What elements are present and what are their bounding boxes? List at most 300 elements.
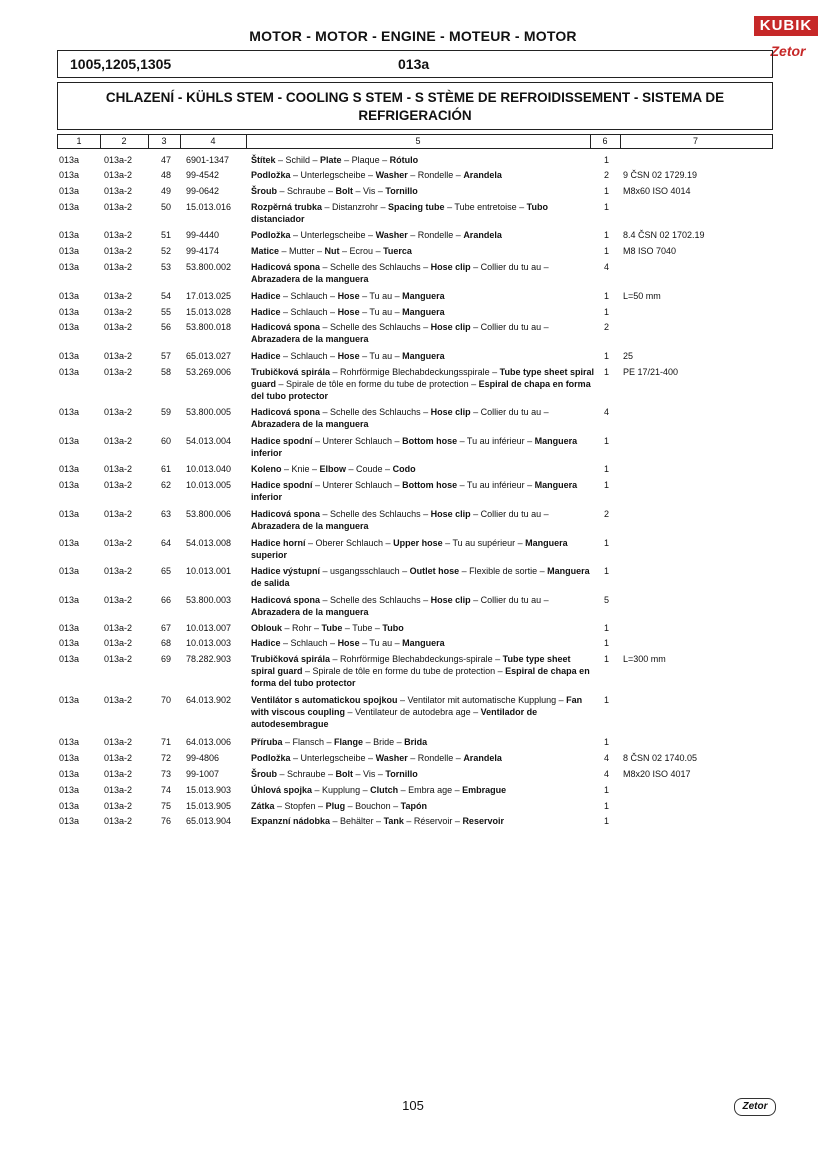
cell-position: 72 [161, 753, 172, 763]
cell-part-number: 53.800.006 [186, 509, 232, 519]
cell-quantity: 1 [604, 230, 610, 240]
description-text: – Stopfen – [274, 801, 326, 811]
description-term: Tuerca [383, 246, 412, 256]
description-text: – Flexible de sortie – [459, 566, 548, 576]
cell-note: 25 [623, 351, 634, 361]
description-text: – Schlauch – [280, 307, 338, 317]
description-term: Arandela [463, 753, 502, 763]
cell-description [251, 290, 596, 302]
description-text: – Tu au – [359, 351, 403, 361]
cell-part-number: 65.013.027 [186, 351, 232, 361]
cell-group: 013a [59, 753, 80, 763]
description-text: – Rondelle – [407, 170, 464, 180]
cell-subgroup: 013a-2 [104, 695, 133, 705]
description-term: Hadicová spona [251, 322, 321, 332]
cell-group: 013a [59, 695, 80, 705]
cell-note: 8 ČSN 02 1740.05 [623, 753, 698, 763]
description-term: Hadice spodní [251, 436, 313, 446]
description-term: Nut [324, 246, 340, 256]
description-term: Rozpěrná trubka [251, 202, 323, 212]
cell-part-number: 54.013.004 [186, 436, 232, 446]
description-term: Embrague [462, 785, 507, 795]
description-text: – Rohr – [282, 623, 322, 633]
logo-brand-text: KUBIK [754, 16, 818, 36]
description-term: Ventilador de autodesembrague [251, 707, 538, 729]
cell-position: 71 [161, 737, 172, 747]
cell-group: 013a [59, 654, 80, 664]
description-text: – Tu au – [359, 291, 403, 301]
cell-part-number: 17.013.025 [186, 291, 232, 301]
description-term: Hadice horní [251, 538, 306, 548]
cell-group: 013a [59, 801, 80, 811]
description-term: Tubo distanciador [251, 202, 548, 224]
cell-quantity: 1 [604, 351, 610, 361]
cell-subgroup: 013a-2 [104, 638, 133, 648]
cell-group: 013a [59, 638, 80, 648]
cell-part-number: 99-4806 [186, 753, 220, 763]
description-term: Hadicová spona [251, 509, 321, 519]
cell-quantity: 1 [604, 436, 610, 446]
cell-group: 013a [59, 186, 80, 196]
description-term: Hose [337, 351, 360, 361]
cell-subgroup: 013a-2 [104, 538, 133, 548]
cell-note: PE 17/21-400 [623, 367, 679, 377]
cell-description [251, 653, 596, 689]
description-term: Abrazadera de la manguera [251, 419, 369, 429]
description-term: Hadice [251, 291, 281, 301]
description-term: Matice [251, 246, 280, 256]
cell-subgroup: 013a-2 [104, 307, 133, 317]
cell-subgroup: 013a-2 [104, 367, 133, 377]
cell-part-number: 10.013.007 [186, 623, 232, 633]
cell-position: 70 [161, 695, 172, 705]
column-header-5: 5 [246, 135, 591, 148]
page-number: 105 [402, 1098, 424, 1113]
description-text: – Unterlegscheibe – [290, 230, 376, 240]
cell-group: 013a [59, 407, 80, 417]
cell-note: M8x20 ISO 4017 [623, 769, 691, 779]
description-term: Bolt [335, 769, 354, 779]
cell-position: 62 [161, 480, 172, 490]
description-term: Tornillo [385, 769, 418, 779]
cell-group: 013a [59, 436, 80, 446]
cell-part-number: 64.013.006 [186, 737, 232, 747]
cell-part-number: 10.013.040 [186, 464, 232, 474]
description-term: Příruba [251, 737, 283, 747]
cell-subgroup: 013a-2 [104, 170, 133, 180]
cell-position: 61 [161, 464, 172, 474]
description-term: Bolt [335, 186, 354, 196]
cell-quantity: 1 [604, 538, 610, 548]
cell-subgroup: 013a-2 [104, 186, 133, 196]
description-text: – Schelle des Schlauchs – [320, 262, 431, 272]
cell-group: 013a [59, 367, 80, 377]
cell-quantity: 4 [604, 262, 610, 272]
description-text: – Rohrförmige Blechabdeckungs-spirale – [330, 654, 503, 664]
cell-description [251, 201, 596, 225]
description-text: – Collier du tu au – [470, 407, 549, 417]
cell-quantity: 1 [604, 367, 610, 377]
description-term: Tubo [382, 623, 404, 633]
description-text: – usgangsschlauch – [320, 566, 410, 576]
cell-description [251, 508, 596, 532]
cell-quantity: 4 [604, 753, 610, 763]
description-term: Hadicová spona [251, 595, 321, 605]
cell-description [251, 169, 596, 181]
cell-subgroup: 013a-2 [104, 753, 133, 763]
cell-position: 65 [161, 566, 172, 576]
cell-quantity: 1 [604, 695, 610, 705]
cell-description [251, 366, 596, 402]
cell-description [251, 784, 596, 796]
description-term: Hadice [251, 638, 281, 648]
column-header-3: 3 [148, 135, 181, 148]
description-term: Trubičková spirála [251, 654, 331, 664]
cell-description [251, 800, 596, 812]
description-term: Abrazadera de la manguera [251, 334, 369, 344]
cell-subgroup: 013a-2 [104, 291, 133, 301]
group-title-line1: CHLAZENÍ - KÜHLS STEM - COOLING S STEM - S STÈME DE REFROIDISSEMENT - SISTEMA DE [105, 90, 725, 105]
cell-description [251, 594, 596, 618]
cell-part-number: 65.013.904 [186, 816, 232, 826]
cell-description [251, 736, 596, 748]
description-text: – Vis – [353, 186, 386, 196]
description-term: Bottom hose [402, 436, 458, 446]
description-term: Hadicová spona [251, 262, 321, 272]
description-text: – Schlauch – [280, 638, 338, 648]
cell-description [251, 622, 596, 634]
cell-position: 49 [161, 186, 172, 196]
cell-quantity: 1 [604, 623, 610, 633]
description-term: Štítek [251, 155, 276, 165]
cell-description [251, 406, 596, 430]
description-term: Hose clip [430, 407, 471, 417]
description-term: Hadice [251, 307, 281, 317]
cell-subgroup: 013a-2 [104, 566, 133, 576]
description-term: Podložka [251, 230, 291, 240]
cell-note: M8x60 ISO 4014 [623, 186, 691, 196]
cell-description [251, 537, 596, 561]
cell-subgroup: 013a-2 [104, 322, 133, 332]
cell-part-number: 10.013.003 [186, 638, 232, 648]
cell-subgroup: 013a-2 [104, 407, 133, 417]
cell-group: 013a [59, 351, 80, 361]
description-term: Manguera [402, 291, 445, 301]
cell-note: L=300 mm [623, 654, 666, 664]
column-header-7: 7 [692, 136, 698, 146]
cell-note: M8 ISO 7040 [623, 246, 677, 256]
description-text: – Mutter – [279, 246, 325, 256]
cell-position: 53 [161, 262, 172, 272]
description-text: – Ventilator mit automatische Kupplung – [397, 695, 567, 705]
logo-sub-text: Zetor [770, 43, 806, 59]
description-text: – Schlauch – [280, 351, 338, 361]
cell-subgroup: 013a-2 [104, 351, 133, 361]
description-text: – Schild – [275, 155, 321, 165]
description-term: Ventilátor s automatickou spojkou [251, 695, 398, 705]
description-text: – Ventilateur de autodebra age – [345, 707, 481, 717]
description-term: Tube [321, 623, 343, 633]
cell-part-number: 15.013.905 [186, 801, 232, 811]
cell-description [251, 435, 596, 459]
cell-position: 76 [161, 816, 172, 826]
description-term: Hose clip [430, 322, 471, 332]
cell-position: 67 [161, 623, 172, 633]
cell-position: 55 [161, 307, 172, 317]
cell-group: 013a [59, 202, 80, 212]
cell-group: 013a [59, 246, 80, 256]
description-term: Oblouk [251, 623, 282, 633]
cell-position: 47 [161, 155, 172, 165]
description-term: Hose clip [430, 509, 471, 519]
cell-subgroup: 013a-2 [104, 769, 133, 779]
description-text: – Réservoir – [403, 816, 463, 826]
cell-subgroup: 013a-2 [104, 509, 133, 519]
description-term: Hadice výstupní [251, 566, 321, 576]
cell-position: 68 [161, 638, 172, 648]
description-term: Bottom hose [402, 480, 458, 490]
cell-position: 75 [161, 801, 172, 811]
cell-quantity: 1 [604, 246, 610, 256]
cell-note: L=50 mm [623, 291, 661, 301]
cell-quantity: 1 [604, 307, 610, 317]
cell-quantity: 1 [604, 737, 610, 747]
cell-group: 013a [59, 737, 80, 747]
description-term: Hadicová spona [251, 407, 321, 417]
description-text: – Vis – [353, 769, 386, 779]
cell-quantity: 1 [604, 480, 610, 490]
description-term: Rótulo [389, 155, 419, 165]
cell-position: 50 [161, 202, 172, 212]
description-text: – Spirale de tôle en forme du tube de protection – [302, 666, 506, 676]
description-text: – Unterer Schlauch – [312, 436, 403, 446]
description-text: – Rohrförmige Blechabdeckungsspirale – [330, 367, 500, 377]
cell-part-number: 99-4174 [186, 246, 220, 256]
description-term: Manguera inferior [251, 436, 578, 458]
cell-part-number: 99-4440 [186, 230, 220, 240]
cell-note: 9 ČSN 02 1729.19 [623, 170, 698, 180]
cell-group: 013a [59, 291, 80, 301]
cell-part-number: 53.800.003 [186, 595, 232, 605]
cell-quantity: 1 [604, 654, 610, 664]
description-text: – Tu au supérieur – [442, 538, 526, 548]
description-term: Manguera [402, 351, 445, 361]
cell-description [251, 752, 596, 764]
cell-subgroup: 013a-2 [104, 436, 133, 446]
description-text: – Schraube – [277, 186, 336, 196]
cell-position: 51 [161, 230, 172, 240]
cell-position: 57 [161, 351, 172, 361]
description-term: Washer [375, 230, 408, 240]
description-term: Espiral de chapa en forma del tubo protector [251, 379, 591, 401]
model-header-box [57, 50, 773, 78]
cell-position: 52 [161, 246, 172, 256]
cell-part-number: 15.013.028 [186, 307, 232, 317]
cell-quantity: 1 [604, 801, 610, 811]
cell-part-number: 64.013.902 [186, 695, 232, 705]
cell-quantity: 1 [604, 816, 610, 826]
description-text: – Tu au – [359, 638, 403, 648]
footer-zetor-logo: Zetor [734, 1098, 776, 1116]
cell-group: 013a [59, 480, 80, 490]
description-term: Arandela [463, 230, 502, 240]
cell-part-number: 99-4542 [186, 170, 220, 180]
page-title: MOTOR - MOTOR - ENGINE - MOTEUR - MOTOR [249, 28, 577, 44]
cell-group: 013a [59, 322, 80, 332]
cell-group: 013a [59, 623, 80, 633]
cell-description [251, 479, 596, 503]
cell-description [251, 463, 596, 475]
cell-group: 013a [59, 769, 80, 779]
description-text: – Bride – [363, 737, 405, 747]
cell-subgroup: 013a-2 [104, 155, 133, 165]
description-term: Abrazadera de la manguera [251, 521, 369, 531]
description-term: Expanzní nádobka [251, 816, 331, 826]
description-text: – Collier du tu au – [470, 595, 549, 605]
cell-subgroup: 013a-2 [104, 623, 133, 633]
cell-quantity: 2 [604, 170, 610, 180]
cell-subgroup: 013a-2 [104, 480, 133, 490]
cell-quantity: 1 [604, 464, 610, 474]
cell-description [251, 815, 596, 827]
description-text: – Collier du tu au – [470, 262, 549, 272]
description-text: – Schlauch – [280, 291, 338, 301]
cell-group: 013a [59, 785, 80, 795]
description-term: Elbow [319, 464, 347, 474]
cell-group: 013a [59, 262, 80, 272]
cell-description [251, 154, 596, 166]
cell-part-number: 53.800.018 [186, 322, 232, 332]
group-title-line2: REFRIGERACIÓN [358, 108, 472, 123]
cell-position: 56 [161, 322, 172, 332]
cell-description [251, 185, 596, 197]
cell-position: 48 [161, 170, 172, 180]
description-text: – Embra age – [398, 785, 463, 795]
description-term: Codo [392, 464, 416, 474]
description-term: Espiral de chapa en forma del tubo protector [251, 666, 590, 688]
description-term: Hose clip [430, 595, 471, 605]
description-term: Upper hose [393, 538, 443, 548]
cell-quantity: 4 [604, 769, 610, 779]
cell-quantity: 5 [604, 595, 610, 605]
description-text: – Rondelle – [407, 753, 464, 763]
description-text: – Tu au inférieur – [457, 480, 535, 490]
description-term: Tube type sheet spiral guard [251, 654, 571, 676]
description-text: – Plaque – [341, 155, 390, 165]
description-term: Manguera superior [251, 538, 568, 560]
cell-quantity: 2 [604, 322, 610, 332]
description-text: – Unterlegscheibe – [290, 170, 376, 180]
description-term: Tube type sheet spiral guard [251, 367, 594, 389]
description-term: Plug [325, 801, 346, 811]
cell-part-number: 54.013.008 [186, 538, 232, 548]
description-term: Manguera [402, 638, 445, 648]
cell-quantity: 4 [604, 407, 610, 417]
description-term: Outlet hose [409, 566, 460, 576]
description-term: Trubičková spirála [251, 367, 331, 377]
description-term: Plate [320, 155, 342, 165]
description-term: Podložka [251, 753, 291, 763]
cell-group: 013a [59, 464, 80, 474]
description-text: – Ecrou – [339, 246, 384, 256]
cell-subgroup: 013a-2 [104, 737, 133, 747]
cell-description [251, 768, 596, 780]
cell-description [251, 261, 596, 285]
group-title [78, 89, 752, 125]
description-term: Clutch [370, 785, 399, 795]
description-text: – Tu au inférieur – [457, 436, 535, 446]
cell-quantity: 1 [604, 291, 610, 301]
cell-quantity: 1 [604, 638, 610, 648]
cell-position: 60 [161, 436, 172, 446]
description-term: Tornillo [385, 186, 418, 196]
description-text: – Behälter – [330, 816, 384, 826]
cell-subgroup: 013a-2 [104, 654, 133, 664]
description-term: Podložka [251, 170, 291, 180]
description-term: Zátka [251, 801, 275, 811]
cell-group: 013a [59, 566, 80, 576]
cell-part-number: 99-0642 [186, 186, 220, 196]
cell-description [251, 350, 596, 362]
cell-quantity: 2 [604, 509, 610, 519]
description-term: Hose [337, 638, 360, 648]
cell-quantity: 1 [604, 785, 610, 795]
description-term: Šroub [251, 186, 277, 196]
description-term: Hose [337, 307, 360, 317]
cell-group: 013a [59, 595, 80, 605]
cell-description [251, 229, 596, 241]
description-text: – Tube entretoise – [444, 202, 527, 212]
column-header-4: 4 [180, 135, 247, 148]
cell-position: 59 [161, 407, 172, 417]
cell-part-number: 15.013.016 [186, 202, 232, 212]
cell-description [251, 306, 596, 318]
table-header [57, 134, 773, 149]
description-text: – Rondelle – [407, 230, 464, 240]
description-term: Tank [383, 816, 404, 826]
description-term: Hadice [251, 351, 281, 361]
cell-part-number: 6901-1347 [186, 155, 230, 165]
description-term: Flange [334, 737, 364, 747]
description-text: – Schraube – [277, 769, 336, 779]
cell-position: 63 [161, 509, 172, 519]
description-term: Hadice spodní [251, 480, 313, 490]
description-term: Koleno [251, 464, 282, 474]
description-term: Abrazadera de la manguera [251, 607, 369, 617]
column-header-2: 2 [100, 135, 149, 148]
description-term: Brida [404, 737, 428, 747]
description-text: – Knie – [281, 464, 320, 474]
cell-subgroup: 013a-2 [104, 202, 133, 212]
cell-part-number: 10.013.001 [186, 566, 232, 576]
description-text: – Kupplung – [312, 785, 371, 795]
cell-description [251, 637, 596, 649]
description-text: – Collier du tu au – [470, 322, 549, 332]
description-term: Tapón [400, 801, 427, 811]
description-text: – Tube – [342, 623, 383, 633]
cell-position: 64 [161, 538, 172, 548]
cell-quantity: 1 [604, 186, 610, 196]
cell-subgroup: 013a-2 [104, 262, 133, 272]
cell-group: 013a [59, 307, 80, 317]
description-text: – Tu au – [359, 307, 403, 317]
description-term: Washer [375, 753, 408, 763]
description-text: – Spirale de tôle en forme du tube de protection – [276, 379, 479, 389]
description-term: Manguera [402, 307, 445, 317]
cell-group: 013a [59, 816, 80, 826]
cell-position: 69 [161, 654, 172, 664]
cell-subgroup: 013a-2 [104, 595, 133, 605]
